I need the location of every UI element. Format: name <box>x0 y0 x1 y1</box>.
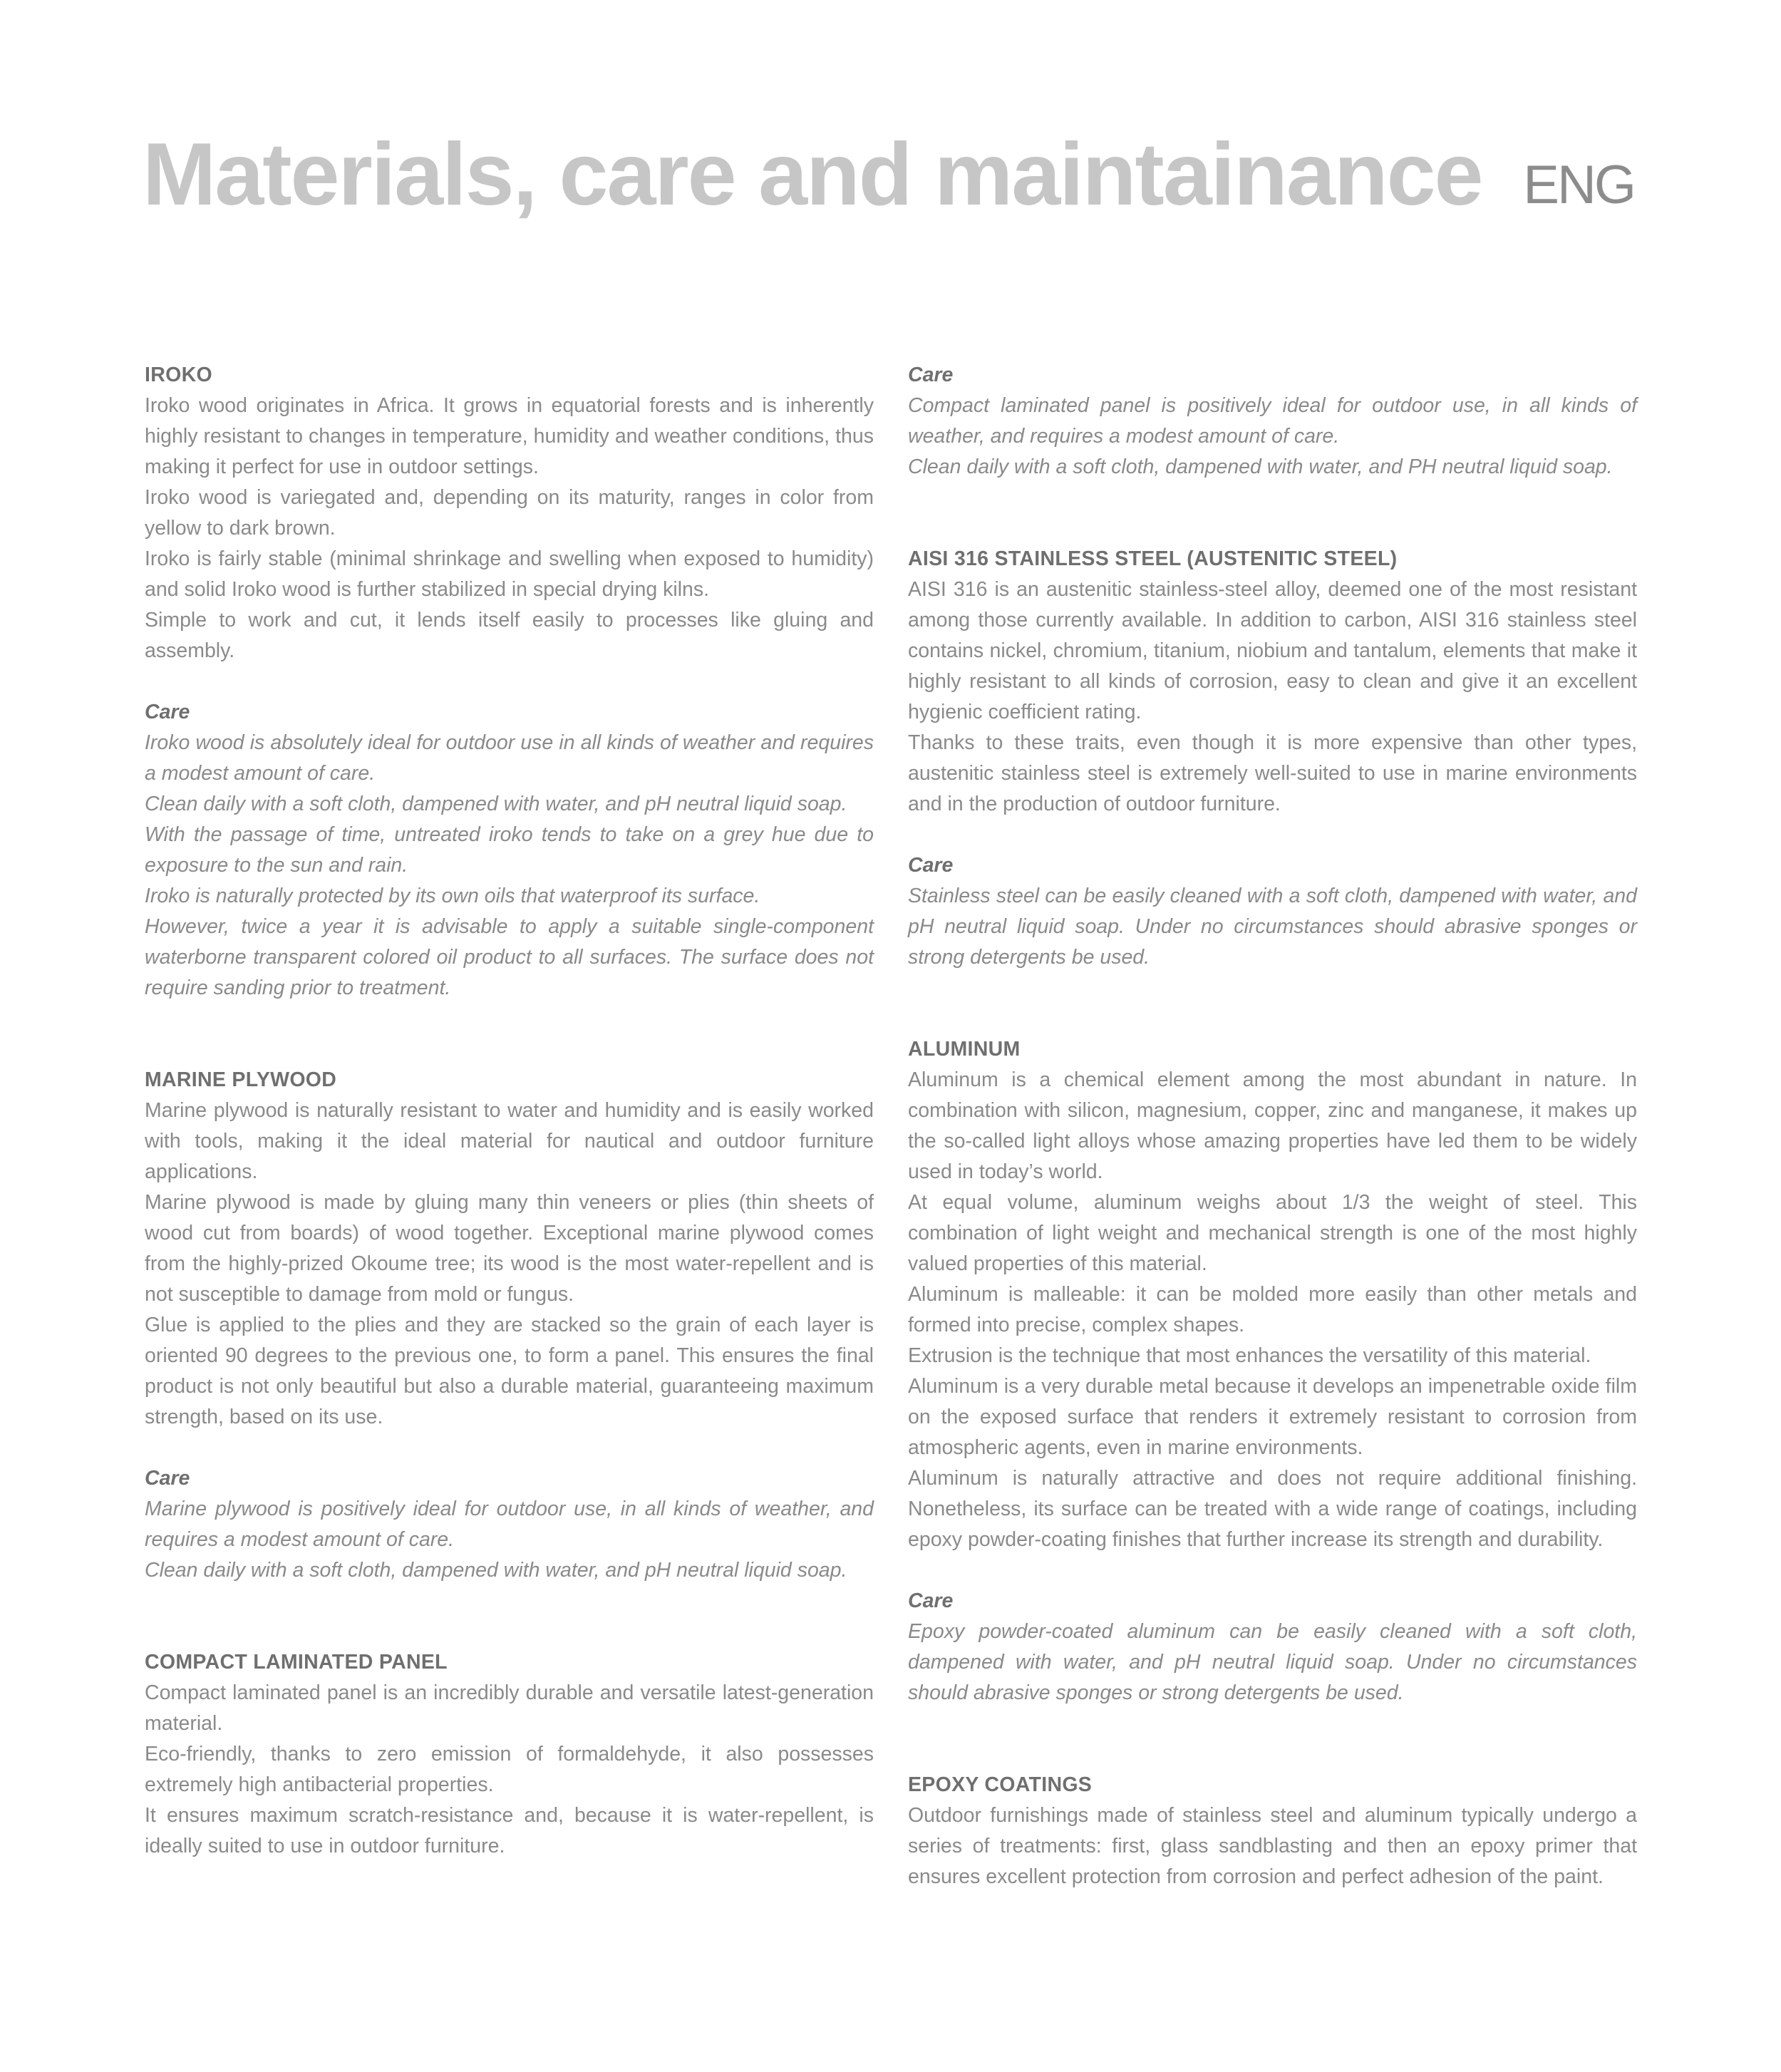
care-title-aluminum: Care <box>908 1589 954 1612</box>
care-paragraph: Marine plywood is positively ideal for outdoor use, in all kinds of weather, and requires a modest amount of care. <box>145 1498 874 1551</box>
care-title-stainless-steel: Care <box>908 854 954 877</box>
paragraph: Outdoor furnishings made of stainless steel and aluminum typically undergo a series of treatments: first, glass sandblasting and then an epoxy primer that ensures excellent protection from corrosion and perfect adhesion of the paint. <box>908 1804 1637 1888</box>
care-paragraph: Iroko is naturally protected by its own oils that waterproof its surface. <box>145 885 760 907</box>
paragraph: Extrusion is the technique that most enhances the versatility of this material. <box>908 1344 1591 1367</box>
paragraph: Thanks to these traits, even though it is more expensive than other types, austenitic stainless steel is extremely well-suited to use in marine environments and in the production of outdoor furniture. <box>908 731 1637 815</box>
section-title-compact-laminated: COMPACT LAMINATED PANEL <box>145 1651 448 1674</box>
care-paragraph: However, twice a year it is advisable to apply a suitable single-component waterborne transparent colored oil product to all surfaces. The surface does not require sanding prior to treatment. <box>145 915 874 999</box>
right-column <box>908 360 1637 1892</box>
section-marine-plywood <box>145 1065 874 1586</box>
care-paragraph: With the passage of time, untreated iroko tends to take on a grey hue due to exposure to the sun and rain. <box>145 823 874 877</box>
section-title-epoxy-coatings: EPOXY COATINGS <box>908 1773 1093 1796</box>
paragraph: Aluminum is malleable: it can be molded more easily than other metals and formed into precise, complex shapes. <box>908 1283 1637 1336</box>
section-aluminum <box>908 1034 1637 1708</box>
paragraph: Aluminum is a very durable metal because it develops an impenetrable oxide film on the exposed surface that renders it extremely resistant to corrosion from atmospheric agents, even in marine environments. <box>908 1375 1637 1459</box>
paragraph: Aluminum is a chemical element among the most abundant in nature. In combination with silicon, magnesium, copper, zinc and manganese, it makes up the so-called light alloys whose amazing properties have led them to be widely used in today’s world. <box>908 1068 1637 1183</box>
care-paragraph: Clean daily with a soft cloth, dampened with water, and pH neutral liquid soap. <box>145 793 847 815</box>
paragraph: Simple to work and cut, it lends itself easily to processes like gluing and assembly. <box>145 609 874 662</box>
paragraph: Iroko wood is variegated and, depending on its maturity, ranges in color from yellow to dark brown. <box>145 486 874 540</box>
care-title-compact: Care <box>908 364 954 386</box>
care-title-iroko: Care <box>145 701 190 723</box>
care-paragraph: Epoxy powder-coated aluminum can be easily cleaned with a soft cloth, dampened with water, and pH neutral liquid soap. Under no circumstances should abrasive sponges or strong detergents be used. <box>908 1620 1637 1704</box>
paragraph: Marine plywood is naturally resistant to water and humidity and is easily worked with tools, making it the ideal material for nautical and outdoor furniture applications. <box>145 1099 874 1183</box>
paragraph: AISI 316 is an austenitic stainless-steel alloy, deemed one of the most resistant among those currently available. In addition to carbon, AISI 316 stainless steel contains nickel, chromium, titanium, niobium and tantalum, elements that make it highly resistant to all kinds of corrosion, easy to clean and give it an excellent hygienic coefficient rating. <box>908 578 1637 723</box>
language-label: ENG <box>1523 155 1634 215</box>
paragraph: Marine plywood is made by gluing many thin veneers or plies (thin sheets of wood cut from boards) of wood together. Exceptional marine plywood comes from the highly-prized Okoume tree; its wood is the most water-repellent and is not susceptible to damage from mold or fungus. <box>145 1191 874 1306</box>
care-paragraph: Stainless steel can be easily cleaned with a soft cloth, dampened with water, and pH neutral liquid soap. Under no circumstances should abrasive sponges or strong detergents be used. <box>908 885 1637 969</box>
section-title-marine-plywood: MARINE PLYWOOD <box>145 1068 337 1091</box>
care-title-marine-plywood: Care <box>145 1467 190 1490</box>
section-compact-care <box>908 360 1637 483</box>
section-title-iroko: IROKO <box>145 364 212 386</box>
paragraph: At equal volume, aluminum weighs about 1/3 the weight of steel. This combination of light weight and mechanical strength is one of the most highly valued properties of this material. <box>908 1191 1637 1275</box>
care-paragraph: Clean daily with a soft cloth, dampened with water, and PH neutral liquid soap. <box>908 455 1613 478</box>
care-paragraph: Clean daily with a soft cloth, dampened with water, and pH neutral liquid soap. <box>145 1559 847 1582</box>
section-iroko <box>145 360 874 1004</box>
paragraph: Aluminum is naturally attractive and does not require additional finishing. Nonetheless, its surface can be treated with a wide range of coatings, including epoxy powder-coating finishes that further increase its strength and durability. <box>908 1467 1637 1551</box>
section-title-aluminum: ALUMINUM <box>908 1038 1021 1061</box>
care-paragraph: Compact laminated panel is positively ideal for outdoor use, in all kinds of weather, and requires a modest amount of care. <box>908 394 1637 448</box>
paragraph: It ensures maximum scratch-resistance and, because it is water-repellent, is ideally suited to use in outdoor furniture. <box>145 1804 874 1857</box>
section-title-stainless-steel: AISI 316 STAINLESS STEEL (AUSTENITIC STEEL) <box>908 547 1398 570</box>
section-stainless-steel <box>908 544 1637 973</box>
section-compact-laminated <box>145 1647 874 1862</box>
page-title: Materials, care and maintainance <box>143 125 1482 224</box>
section-epoxy-coatings <box>908 1770 1637 1892</box>
paragraph: Iroko is fairly stable (minimal shrinkage and swelling when exposed to humidity) and solid Iroko wood is further stabilized in special drying kilns. <box>145 547 874 601</box>
left-column <box>145 360 874 1862</box>
paragraph: Iroko wood originates in Africa. It grows in equatorial forests and is inherently highly resistant to changes in temperature, humidity and weather conditions, thus making it perfect for use in outdoor settings. <box>145 394 874 478</box>
paragraph: Glue is applied to the plies and they are stacked so the grain of each layer is oriented 90 degrees to the previous one, to form a panel. This ensures the final product is not only beautiful but also a durable material, guaranteeing maximum strength, based on its use. <box>145 1314 874 1428</box>
paragraph: Compact laminated panel is an incredibly durable and versatile latest-generation material. <box>145 1681 874 1735</box>
paragraph: Eco-friendly, thanks to zero emission of formaldehyde, it also possesses extremely high antibacterial properties. <box>145 1743 874 1796</box>
care-paragraph: Iroko wood is absolutely ideal for outdoor use in all kinds of weather and requires a modest amount of care. <box>145 731 874 785</box>
